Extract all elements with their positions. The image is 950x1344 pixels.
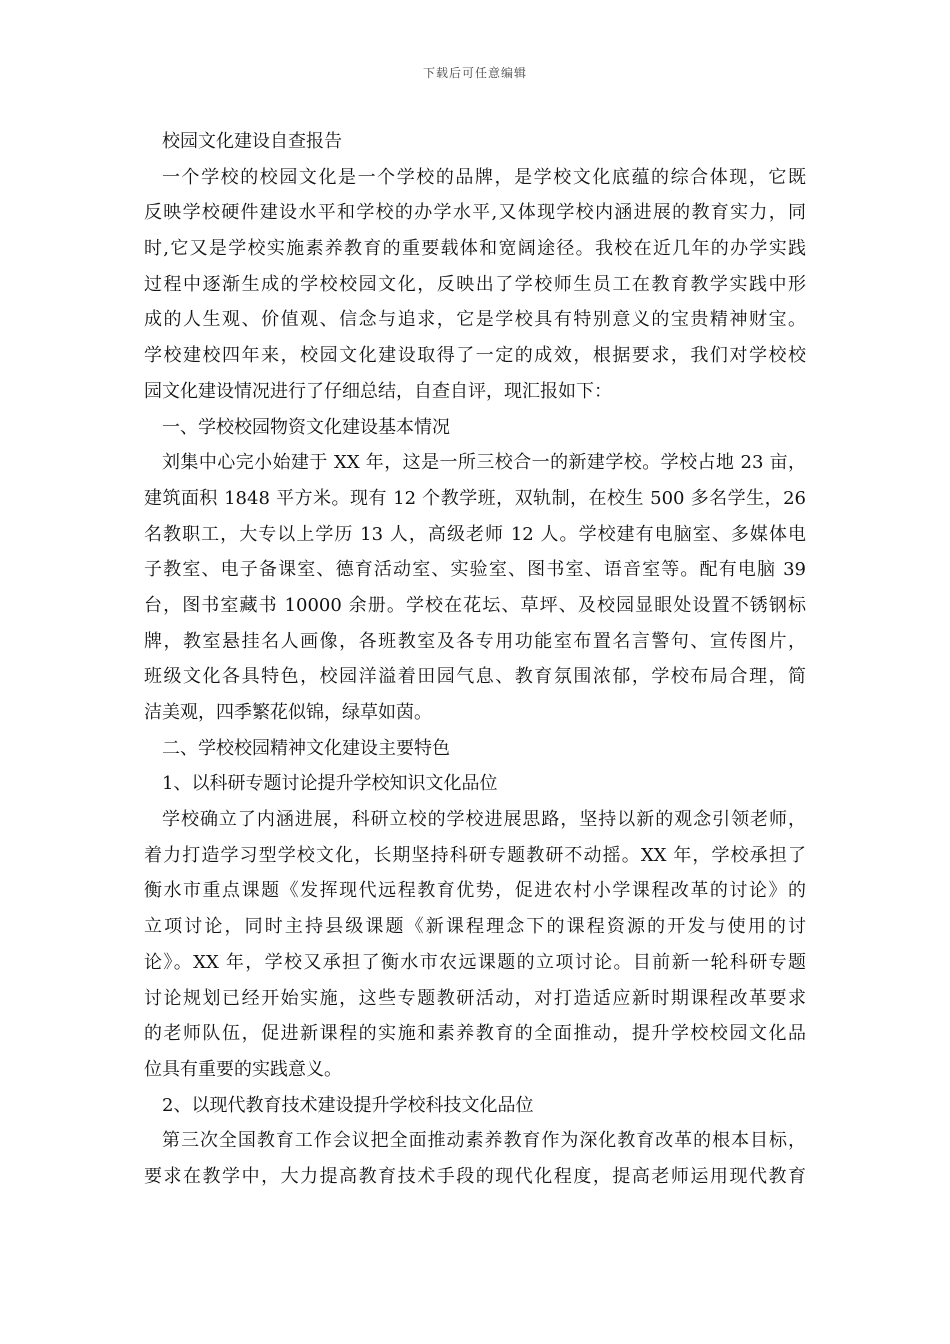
- text-line: 学校建校四年来，校园文化建设取得了一定的成效，根据要求，我们对学校校: [144, 345, 806, 367]
- text-line: 衡水市重点课题《发挥现代远程教育优势，促进农村小学课程改革的讨论》的: [144, 880, 806, 902]
- text-line: 第三次全国教育工作会议把全面推动素养教育作为深化教育改革的根本目标，: [162, 1130, 806, 1152]
- text-line: 一个学校的校园文化是一个学校的品牌，是学校文化底蕴的综合体现，它既: [162, 166, 806, 188]
- text-line: 着力打造学习型学校文化，长期坚持科研专题教研不动摇。XX 年，学校承担了: [144, 844, 806, 866]
- text-line: 位具有重要的实践意义。: [144, 1058, 342, 1080]
- text-line: 1、以科研专题讨论提升学校知识文化品位: [162, 773, 498, 795]
- text-line: 校园文化建设自查报告: [162, 131, 342, 152]
- text-line: 时,它又是学校实施素养教育的重要载体和宽阔途径。我校在近几年的办学实践: [144, 238, 806, 260]
- text-line: 2、以现代教育技术建设提升学校科技文化品位: [162, 1094, 534, 1116]
- text-line: 台，图书室藏书 10000 余册。学校在花坛、草坪、及校园显眼处设置不锈钢标: [144, 594, 806, 616]
- text-line: 的老师队伍，促进新课程的实施和素养教育的全面推动，提升学校校园文化品: [144, 1023, 806, 1045]
- text-line: 要求在教学中，大力提高教育技术手段的现代化程度，提高老师运用现代教育: [144, 1165, 806, 1187]
- text-line: 立项讨论，同时主持县级课题《新课程理念下的课程资源的开发与使用的讨: [144, 916, 806, 938]
- text-line: 园文化建设情况进行了仔细总结，自查自评，现汇报如下：: [144, 380, 612, 402]
- text-line: 过程中逐渐生成的学校校园文化，反映出了学校师生员工在教育教学实践中形: [144, 273, 806, 295]
- text-line: 刘集中心完小始建于 XX 年，这是一所三校合一的新建学校。学校占地 23 亩，: [162, 452, 806, 474]
- text-line: 二、学校校园精神文化建设主要特色: [162, 737, 450, 759]
- text-line: 建筑面积 1848 平方米。现有 12 个教学班，双轨制，在校生 500 多名学生，26: [144, 487, 806, 509]
- text-line: 一、学校校园物资文化建设基本情况: [162, 416, 450, 438]
- text-line: 讨论规划已经开始实施，这些专题教研活动，对打造适应新时期课程改革要求: [144, 987, 806, 1009]
- page-header-note: 下载后可任意编辑: [422, 66, 527, 80]
- text-line: 论》。XX 年，学校又承担了衡水市农远课题的立项讨论。目前新一轮科研专题: [144, 951, 806, 973]
- document-body: [144, 124, 806, 1195]
- text-line: 洁美观，四季繁花似锦，绿草如茵。: [144, 702, 432, 723]
- text-line: 学校确立了内涵进展，科研立校的学校进展思路，坚持以新的观念引领老师，: [162, 809, 806, 831]
- text-line: 子教室、电子备课室、德育活动室、实验室、图书室、语音室等。配有电脑 39: [144, 559, 806, 581]
- text-line: 成的人生观、价值观、信念与追求，它是学校具有特别意义的宝贵精神财宝。: [144, 309, 806, 331]
- text-line: 名教职工，大专以上学历 13 人，高级老师 12 人。学校建有电脑室、多媒体电: [144, 523, 806, 545]
- text-line: 牌，教室悬挂名人画像，各班教室及各专用功能室布置名言警句、宣传图片，: [144, 630, 806, 652]
- text-line: 班级文化各具特色，校园洋溢着田园气息、教育氛围浓郁，学校布局合理，简: [144, 666, 806, 688]
- text-line: 反映学校硬件建设水平和学校的办学水平,又体现学校内涵进展的教育实力，同: [144, 202, 806, 224]
